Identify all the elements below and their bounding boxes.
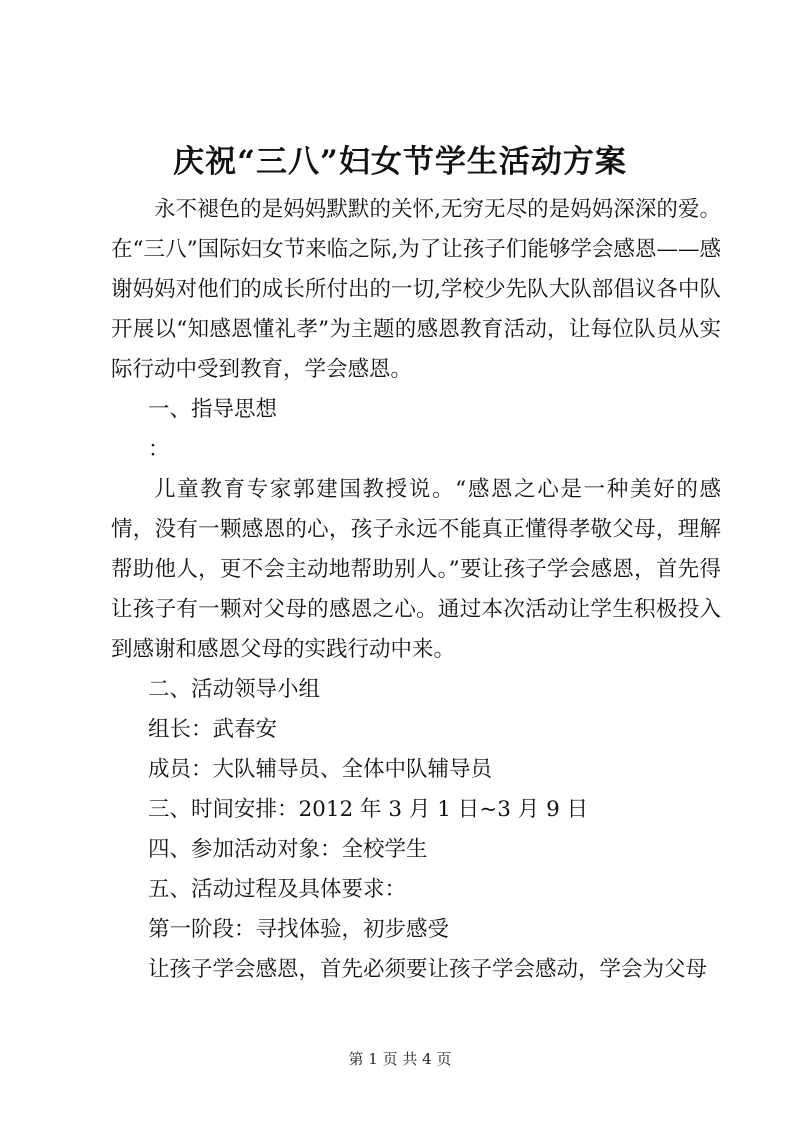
stage-one-heading: 第一阶段：寻找体验，初步感受 [148,917,450,942]
schedule-line: 三、时间安排：2012 年 3 月 1 日~3 月 9 日 [148,797,589,822]
section-heading-leadership-group: 二、活动领导小组 [148,677,321,702]
stage-one-paragraph: 让孩子学会感恩，首先必须要让孩子学会感动，学会为父母 [148,957,708,982]
section-heading-guiding-thought: 一、指导思想 [148,397,278,422]
participants-line: 四、参加活动对象：全校学生 [148,837,428,862]
document-body [111,190,721,990]
intro-paragraph: 永不褪色的是妈妈默默的关怀,无穷无尽的是妈妈深深的爱。在“三八”国际妇女节来临之际,为了让孩子们能够学会感恩——感谢妈妈对他们的成长所付出的一切,学校少先队大队部倡议各中队开展以“知感恩懂礼孝”为主题的感恩教育活动，让每位队员从实际行动中受到教育，学会感恩。 [111,197,721,382]
page-footer: 第 1 页 共 4 页 [348,1050,452,1068]
group-leader-line: 组长：武春安 [148,717,278,742]
document-title: 庆祝“三八”妇女节学生活动方案 [173,144,627,180]
section-heading-process: 五、活动过程及具体要求： [148,877,407,902]
colon-line: ： [148,437,170,462]
group-members-line: 成员：大队辅导员、全体中队辅导员 [148,757,493,782]
expert-quote-paragraph: 儿童教育专家郭建国教授说。“感恩之心是一种美好的感情，没有一颗感恩的心，孩子永远不能真正懂得孝敬父母，理解帮助他人，更不会主动地帮助别人。”要让孩子学会感恩，首先得让孩子有一颗对父母的感恩之心。通过本次活动让学生积极投入到感谢和感恩父母的实践行动中来。 [111,477,721,662]
